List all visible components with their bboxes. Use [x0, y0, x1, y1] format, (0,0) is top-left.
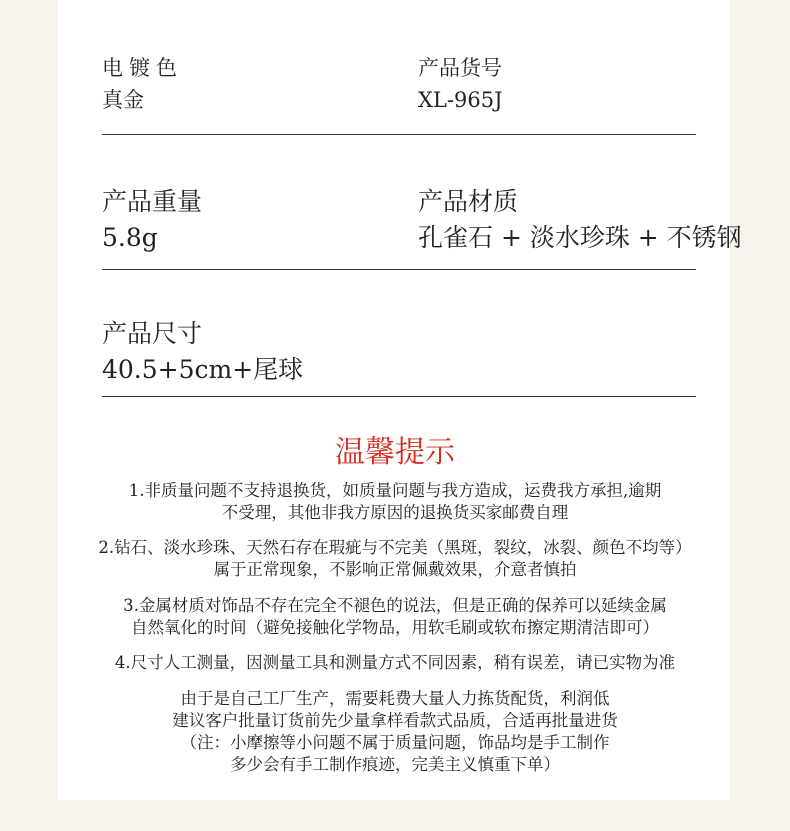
product-info-card — [58, 0, 742, 800]
notice-line: 2.钻石、淡水珍珠、天然石存在瑕疵与不完美（黑斑，裂纹，冰裂、颜色不均等） — [98, 538, 692, 557]
spec-plating-color — [102, 52, 183, 116]
spec-label: 电镀色 — [102, 56, 183, 80]
spec-label: 产品重量 — [102, 187, 203, 216]
spec-label: 产品材质 — [418, 187, 519, 216]
notice-line: 属于正常现象，不影响正常佩戴效果，介意者慎拍 — [213, 560, 577, 579]
spec-label: 产品货号 — [418, 56, 502, 80]
notice-line: 不受理，其他非我方原因的退换货买家邮费自理 — [221, 503, 569, 522]
notice-line: 建议客户批量订货前先少量拿样看款式品质，合适再批量进货 — [172, 711, 618, 730]
spec-weight — [102, 184, 202, 256]
notice-title: 温馨提示 — [335, 435, 455, 470]
notice-item — [60, 480, 730, 524]
spec-value: 真金 — [102, 88, 144, 112]
spec-size — [102, 316, 303, 388]
notice-item — [60, 537, 730, 581]
notice-line: 4.尺寸人工测量，因测量工具和测量方式不同因素，稍有误差，请已实物为准 — [114, 653, 676, 672]
notice-line: 多少会有手工制作痕迹，完美主义慎重下单） — [230, 755, 560, 774]
spec-value: 5.8g — [102, 223, 158, 252]
spec-label: 产品尺寸 — [102, 319, 203, 348]
spec-row-2 — [102, 184, 742, 270]
spec-value: XL-965J — [418, 88, 503, 112]
notice-item — [60, 652, 730, 674]
notice-line: （注：小摩擦等小问题不属于质量问题，饰品均是手工制作 — [180, 733, 610, 752]
notice-item — [60, 595, 730, 639]
notice-line: 自然氧化的时间（避免接触化学物品，用软毛刷或软布擦定期清洁即可） — [131, 618, 659, 637]
notice-line: 1.非质量问题不支持退换货，如质量问题与我方造成，运费我方承担,逾期 — [128, 481, 662, 500]
notice-line: 由于是自己工厂生产，需要耗费大量人力拣货配货，利润低 — [180, 689, 610, 708]
spec-row-3 — [102, 316, 696, 397]
spec-material — [418, 184, 742, 256]
spec-value: 40.5+5cm+尾球 — [102, 355, 304, 384]
spec-value: 孔雀石 + 淡水珍珠 + 不锈钢 — [418, 223, 742, 252]
notice-item — [60, 688, 730, 776]
spec-row-1 — [102, 52, 696, 135]
spec-product-code — [418, 52, 503, 116]
notice-line: 3.金属材质对饰品不存在完全不褪色的说法，但是正确的保养可以延续金属 — [123, 596, 667, 615]
